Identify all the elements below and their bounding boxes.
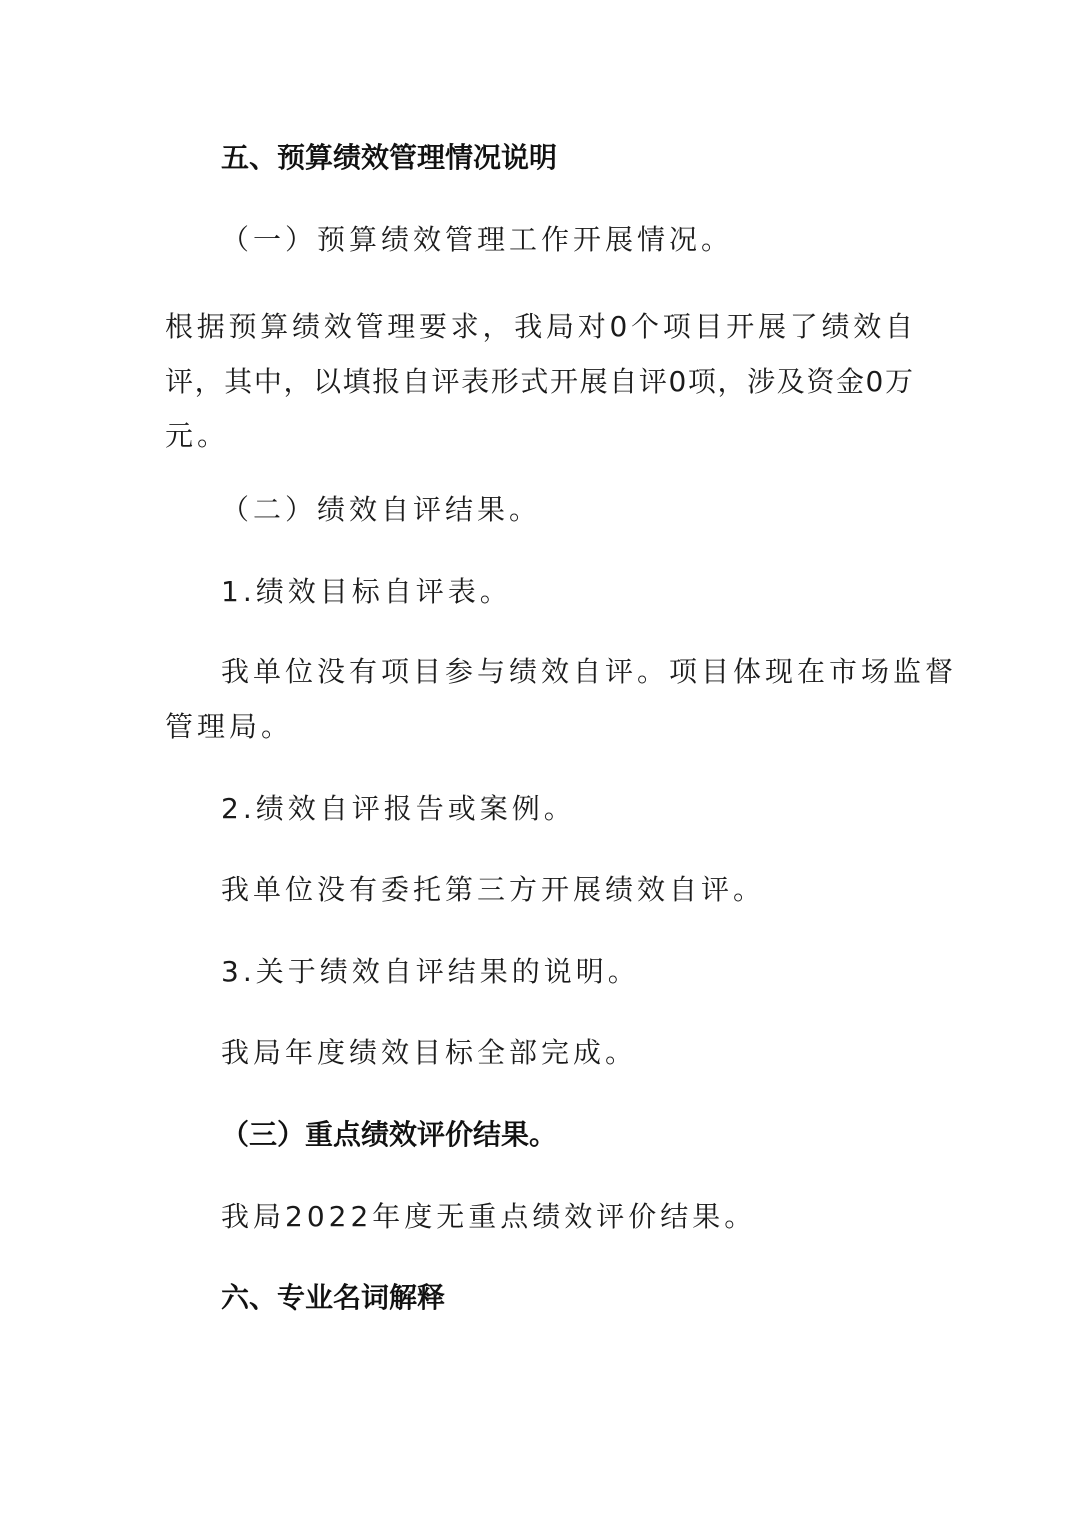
section-5-title: 五、预算绩效管理情况说明 — [221, 141, 558, 174]
item-1-title: 1.绩效目标自评表。 — [221, 575, 512, 608]
paragraph-line: 我局年度绩效目标全部完成。 — [221, 1036, 638, 1069]
section-6-title: 六、专业名词解释 — [221, 1281, 446, 1314]
paragraph-line: 管理局。 — [165, 710, 294, 743]
paragraph-line: 根据预算绩效管理要求，我局对0个项目开展了绩效自 — [165, 310, 913, 343]
item-3-title: 3.关于绩效自评结果的说明。 — [221, 955, 640, 988]
paragraph-line: 元。 — [165, 419, 230, 452]
subsection-3-title: （三）重点绩效评价结果。 — [221, 1118, 558, 1151]
paragraph-line: 我单位没有委托第三方开展绩效自评。 — [221, 873, 766, 906]
paragraph-line: 评，其中，以填报自评表形式开展自评0项，涉及资金0万 — [165, 365, 913, 398]
item-2-title: 2.绩效自评报告或案例。 — [221, 792, 576, 825]
subsection-2-title: （二）绩效自评结果。 — [221, 493, 542, 526]
subsection-1-title: （一）预算绩效管理工作开展情况。 — [221, 223, 734, 256]
paragraph-line: 我单位没有项目参与绩效自评。项目体现在市场监督 — [221, 655, 958, 688]
paragraph-line: 我局2022年度无重点绩效评价结果。 — [221, 1200, 757, 1233]
